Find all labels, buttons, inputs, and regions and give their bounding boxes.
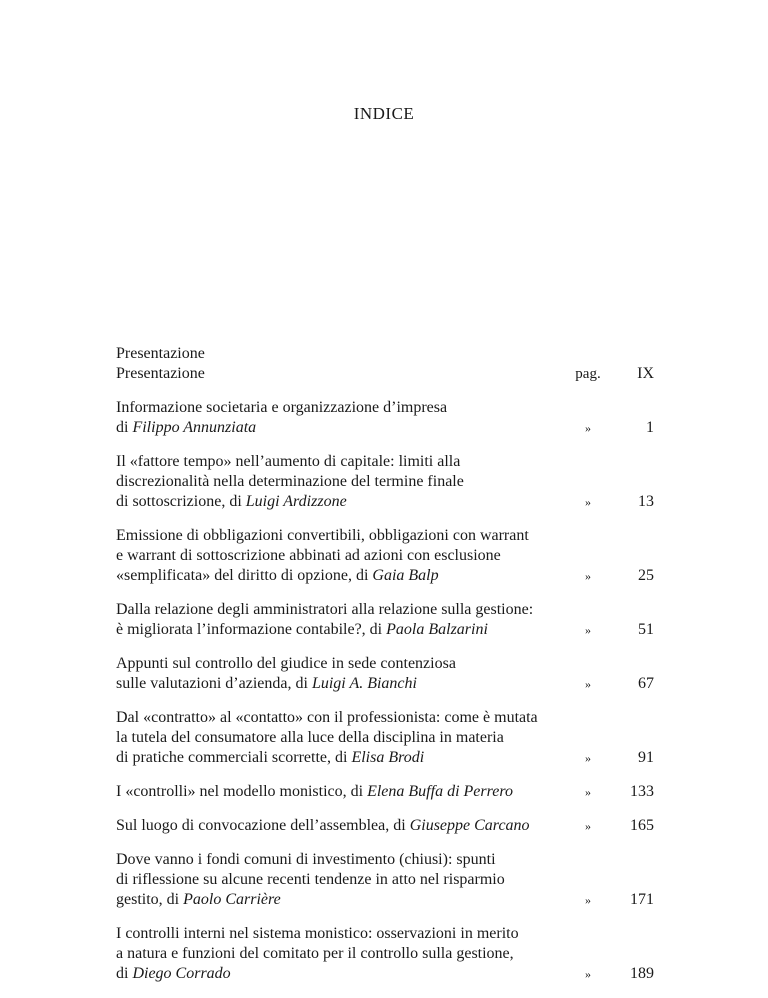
toc-entry-last-line	[116, 964, 566, 984]
toc-entry-title-end: «semplificata» del diritto di opzione, di	[116, 567, 373, 584]
toc-entry-line: Dove vanno i fondi comuni di investimento (chiusi): spunti	[116, 851, 496, 868]
toc-entry-page-marker: »	[585, 893, 591, 907]
toc-entry-text	[116, 850, 566, 910]
toc-entry-last-line	[116, 566, 566, 586]
toc-entry-page-number: 189	[630, 965, 654, 982]
toc-entry-line: a natura e funzioni del comitato per il controllo sulla gestione,	[116, 945, 514, 962]
toc-entry-line: discrezionalità nella determinazione del termine finale	[116, 473, 464, 490]
toc-entry-page-number: 1	[646, 419, 654, 436]
toc-entry-page-marker: »	[585, 819, 591, 833]
toc-entry-page-number: 67	[638, 675, 654, 692]
toc-entry-page-number: 13	[638, 493, 654, 510]
toc-entry-author: Luigi Ardizzone	[245, 493, 347, 510]
toc-entry-page-marker: »	[585, 751, 591, 765]
page-title: INDICE	[353, 104, 415, 123]
toc-entry-last-line	[116, 364, 566, 384]
toc-entry-last-line	[116, 492, 566, 512]
toc-entry-title-end: I «controlli» nel modello monistico, di	[116, 783, 368, 800]
toc-entry	[116, 600, 654, 640]
toc-entry	[116, 708, 654, 768]
toc-entry-title-end: gestito, di	[116, 891, 184, 908]
toc-entry	[116, 344, 654, 384]
toc-entry-last-line	[116, 748, 566, 768]
toc-entry-text	[116, 708, 566, 768]
table-of-contents	[116, 344, 654, 998]
toc-entry-last-line	[116, 816, 566, 836]
toc-entry-line: I controlli interni nel sistema monistico: osservazioni in merito	[116, 925, 519, 942]
toc-entry-page-marker: »	[585, 421, 591, 435]
toc-entry-author: Filippo Annunziata	[132, 419, 257, 436]
toc-entry	[116, 850, 654, 910]
toc-entry-line: Appunti sul controllo del giudice in sede contenziosa	[116, 655, 456, 672]
toc-entry-last-line	[116, 674, 566, 694]
toc-entry-text	[116, 600, 566, 640]
toc-entry-page-marker: »	[585, 677, 591, 691]
toc-entry	[116, 816, 654, 836]
toc-entry-text	[116, 398, 566, 438]
toc-entry-line: Presentazione	[116, 345, 205, 362]
toc-entry-author: Luigi A. Bianchi	[311, 675, 417, 692]
toc-entry-title-end: Sul luogo di convocazione dell’assemblea, di	[116, 817, 410, 834]
toc-entry-line: e warrant di sottoscrizione abbinati ad azioni con esclusione	[116, 547, 501, 564]
toc-entry-line: la tutela del consumatore alla luce della disciplina in materia	[116, 729, 504, 746]
toc-entry	[116, 654, 654, 694]
toc-entry-text	[116, 344, 566, 384]
toc-entry-title-end: di	[116, 419, 133, 436]
toc-entry-page-number: 133	[630, 783, 654, 800]
toc-entry-title-end: di	[116, 965, 133, 982]
toc-entry-line: di riflessione su alcune recenti tendenze in atto nel risparmio	[116, 871, 505, 888]
toc-entry-page-number: 165	[630, 817, 654, 834]
toc-entry-text	[116, 924, 566, 984]
toc-entry-last-line	[116, 418, 566, 438]
toc-entry	[116, 924, 654, 984]
toc-entry-page-marker: »	[585, 623, 591, 637]
toc-entry-page-marker: »	[585, 785, 591, 799]
toc-entry-page-number: 91	[638, 749, 654, 766]
toc-entry-page-marker: pag.	[575, 366, 601, 382]
toc-entry-line: Emissione di obbligazioni convertibili, obbligazioni con warrant	[116, 527, 529, 544]
toc-entry-last-line	[116, 782, 566, 802]
toc-entry-page-number: 25	[638, 567, 654, 584]
toc-entry-line: Dal «contratto» al «contatto» con il professionista: come è mutata	[116, 709, 538, 726]
toc-entry-line: Il «fattore tempo» nell’aumento di capitale: limiti alla	[116, 453, 461, 470]
toc-entry-title-end: di pratiche commerciali scorrette, di	[116, 749, 352, 766]
toc-entry-text	[116, 782, 566, 802]
toc-entry-page-number: 171	[630, 891, 654, 908]
toc-entry-text	[116, 526, 566, 586]
toc-entry-author: Elena Buffa di Perrero	[367, 783, 513, 800]
toc-entry-text	[116, 816, 566, 836]
toc-entry-page-number: 51	[638, 621, 654, 638]
toc-entry-title-end: sulle valutazioni d’azienda, di	[116, 675, 312, 692]
toc-entry-last-line	[116, 890, 566, 910]
toc-entry-page-marker: »	[585, 495, 591, 509]
toc-entry-line: Informazione societaria e organizzazione d’impresa	[116, 399, 448, 416]
toc-entry-page-number: IX	[637, 365, 654, 382]
toc-entry-text	[116, 654, 566, 694]
toc-entry	[116, 782, 654, 802]
toc-entry-title-end: è migliorata l’informazione contabile?, di	[116, 621, 387, 638]
toc-entry-author: Paola Balzarini	[386, 621, 488, 638]
toc-entry-line: Dalla relazione degli amministratori alla relazione sulla gestione:	[116, 601, 534, 618]
toc-entry-author: Elisa Brodi	[351, 749, 425, 766]
toc-entry	[116, 526, 654, 586]
toc-entry-page-marker: »	[585, 569, 591, 583]
toc-entry-page-marker: »	[585, 967, 591, 981]
toc-entry-author: Diego Corrado	[132, 965, 231, 982]
toc-entry	[116, 452, 654, 512]
toc-entry-text	[116, 452, 566, 512]
toc-entry-last-line	[116, 620, 566, 640]
toc-entry	[116, 398, 654, 438]
toc-entry-title-end: Presentazione	[116, 365, 205, 382]
toc-entry-title-end: di sottoscrizione, di	[116, 493, 246, 510]
toc-entry-author: Gaia Balp	[372, 567, 439, 584]
toc-entry-author: Giuseppe Carcano	[409, 817, 530, 834]
toc-entry-author: Paolo Carrière	[183, 891, 281, 908]
